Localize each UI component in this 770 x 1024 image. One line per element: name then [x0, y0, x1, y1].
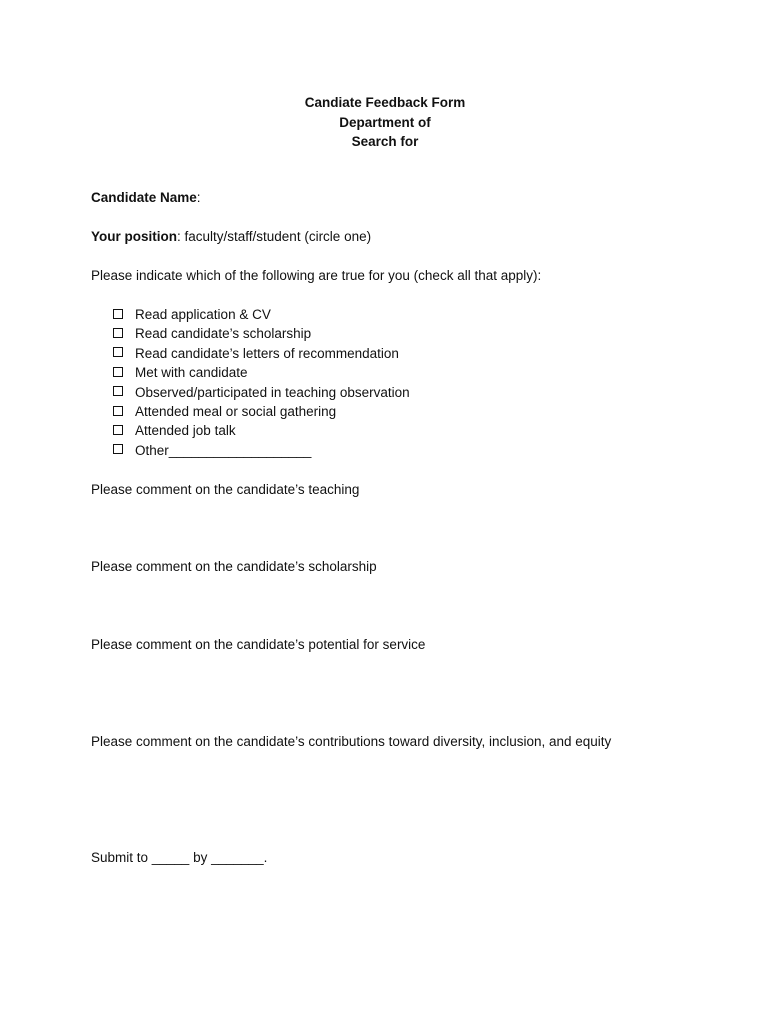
checklist-item[interactable] — [113, 305, 410, 324]
checklist-item[interactable] — [113, 383, 410, 402]
submit-instructions: Submit to _____ by _______. — [91, 850, 268, 865]
checklist-item-label: Other___________________ — [135, 442, 312, 458]
checkbox-icon[interactable] — [113, 367, 125, 379]
position-label: Your position — [91, 229, 177, 244]
checkbox-icon[interactable] — [113, 406, 125, 418]
position-line — [91, 228, 371, 246]
search-line: Search for — [351, 134, 419, 149]
candidate-name-suffix: : — [196, 190, 201, 205]
checkbox-icon[interactable] — [113, 386, 125, 398]
form-header — [0, 93, 770, 152]
checklist-item-label: Met with candidate — [135, 365, 248, 381]
service-comment-prompt: Please comment on the candidate’s potential for service — [91, 637, 426, 652]
checklist-item[interactable] — [113, 441, 410, 460]
position-options: : faculty/staff/student (circle one) — [177, 229, 372, 244]
candidate-name-line — [91, 189, 201, 207]
teaching-comment-prompt: Please comment on the candidate’s teaching — [91, 482, 360, 497]
checklist-item-label: Attended job talk — [135, 423, 236, 439]
diversity-comment-prompt: Please comment on the candidate’s contributions toward diversity, inclusion, and equity — [91, 734, 612, 749]
activity-checklist — [113, 305, 410, 460]
checklist-item-label: Read application & CV — [135, 307, 271, 322]
checklist-item[interactable] — [113, 344, 410, 363]
department-line: Department of — [339, 114, 431, 130]
checklist-item[interactable] — [113, 363, 410, 382]
checklist-prompt: Please indicate which of the following are true for you (check all that apply): — [91, 268, 542, 283]
checklist-item-label: Read candidate’s letters of recommendation — [135, 345, 399, 361]
form-title: Candiate Feedback Form — [304, 95, 466, 110]
checklist-item-label: Attended meal or social gathering — [135, 403, 337, 419]
candidate-name-label: Candidate Name — [91, 190, 197, 205]
checkbox-icon[interactable] — [113, 444, 125, 456]
scholarship-comment-prompt: Please comment on the candidate’s scholarship — [91, 559, 377, 574]
checkbox-icon[interactable] — [113, 347, 125, 359]
checklist-item[interactable] — [113, 402, 410, 421]
checklist-item-label: Observed/participated in teaching observation — [135, 384, 410, 400]
checkbox-icon[interactable] — [113, 309, 125, 321]
checklist-item[interactable] — [113, 421, 410, 440]
checkbox-icon[interactable] — [113, 328, 125, 340]
checkbox-icon[interactable] — [113, 425, 125, 437]
checklist-item-label: Read candidate’s scholarship — [135, 326, 312, 342]
checklist-item[interactable] — [113, 324, 410, 343]
